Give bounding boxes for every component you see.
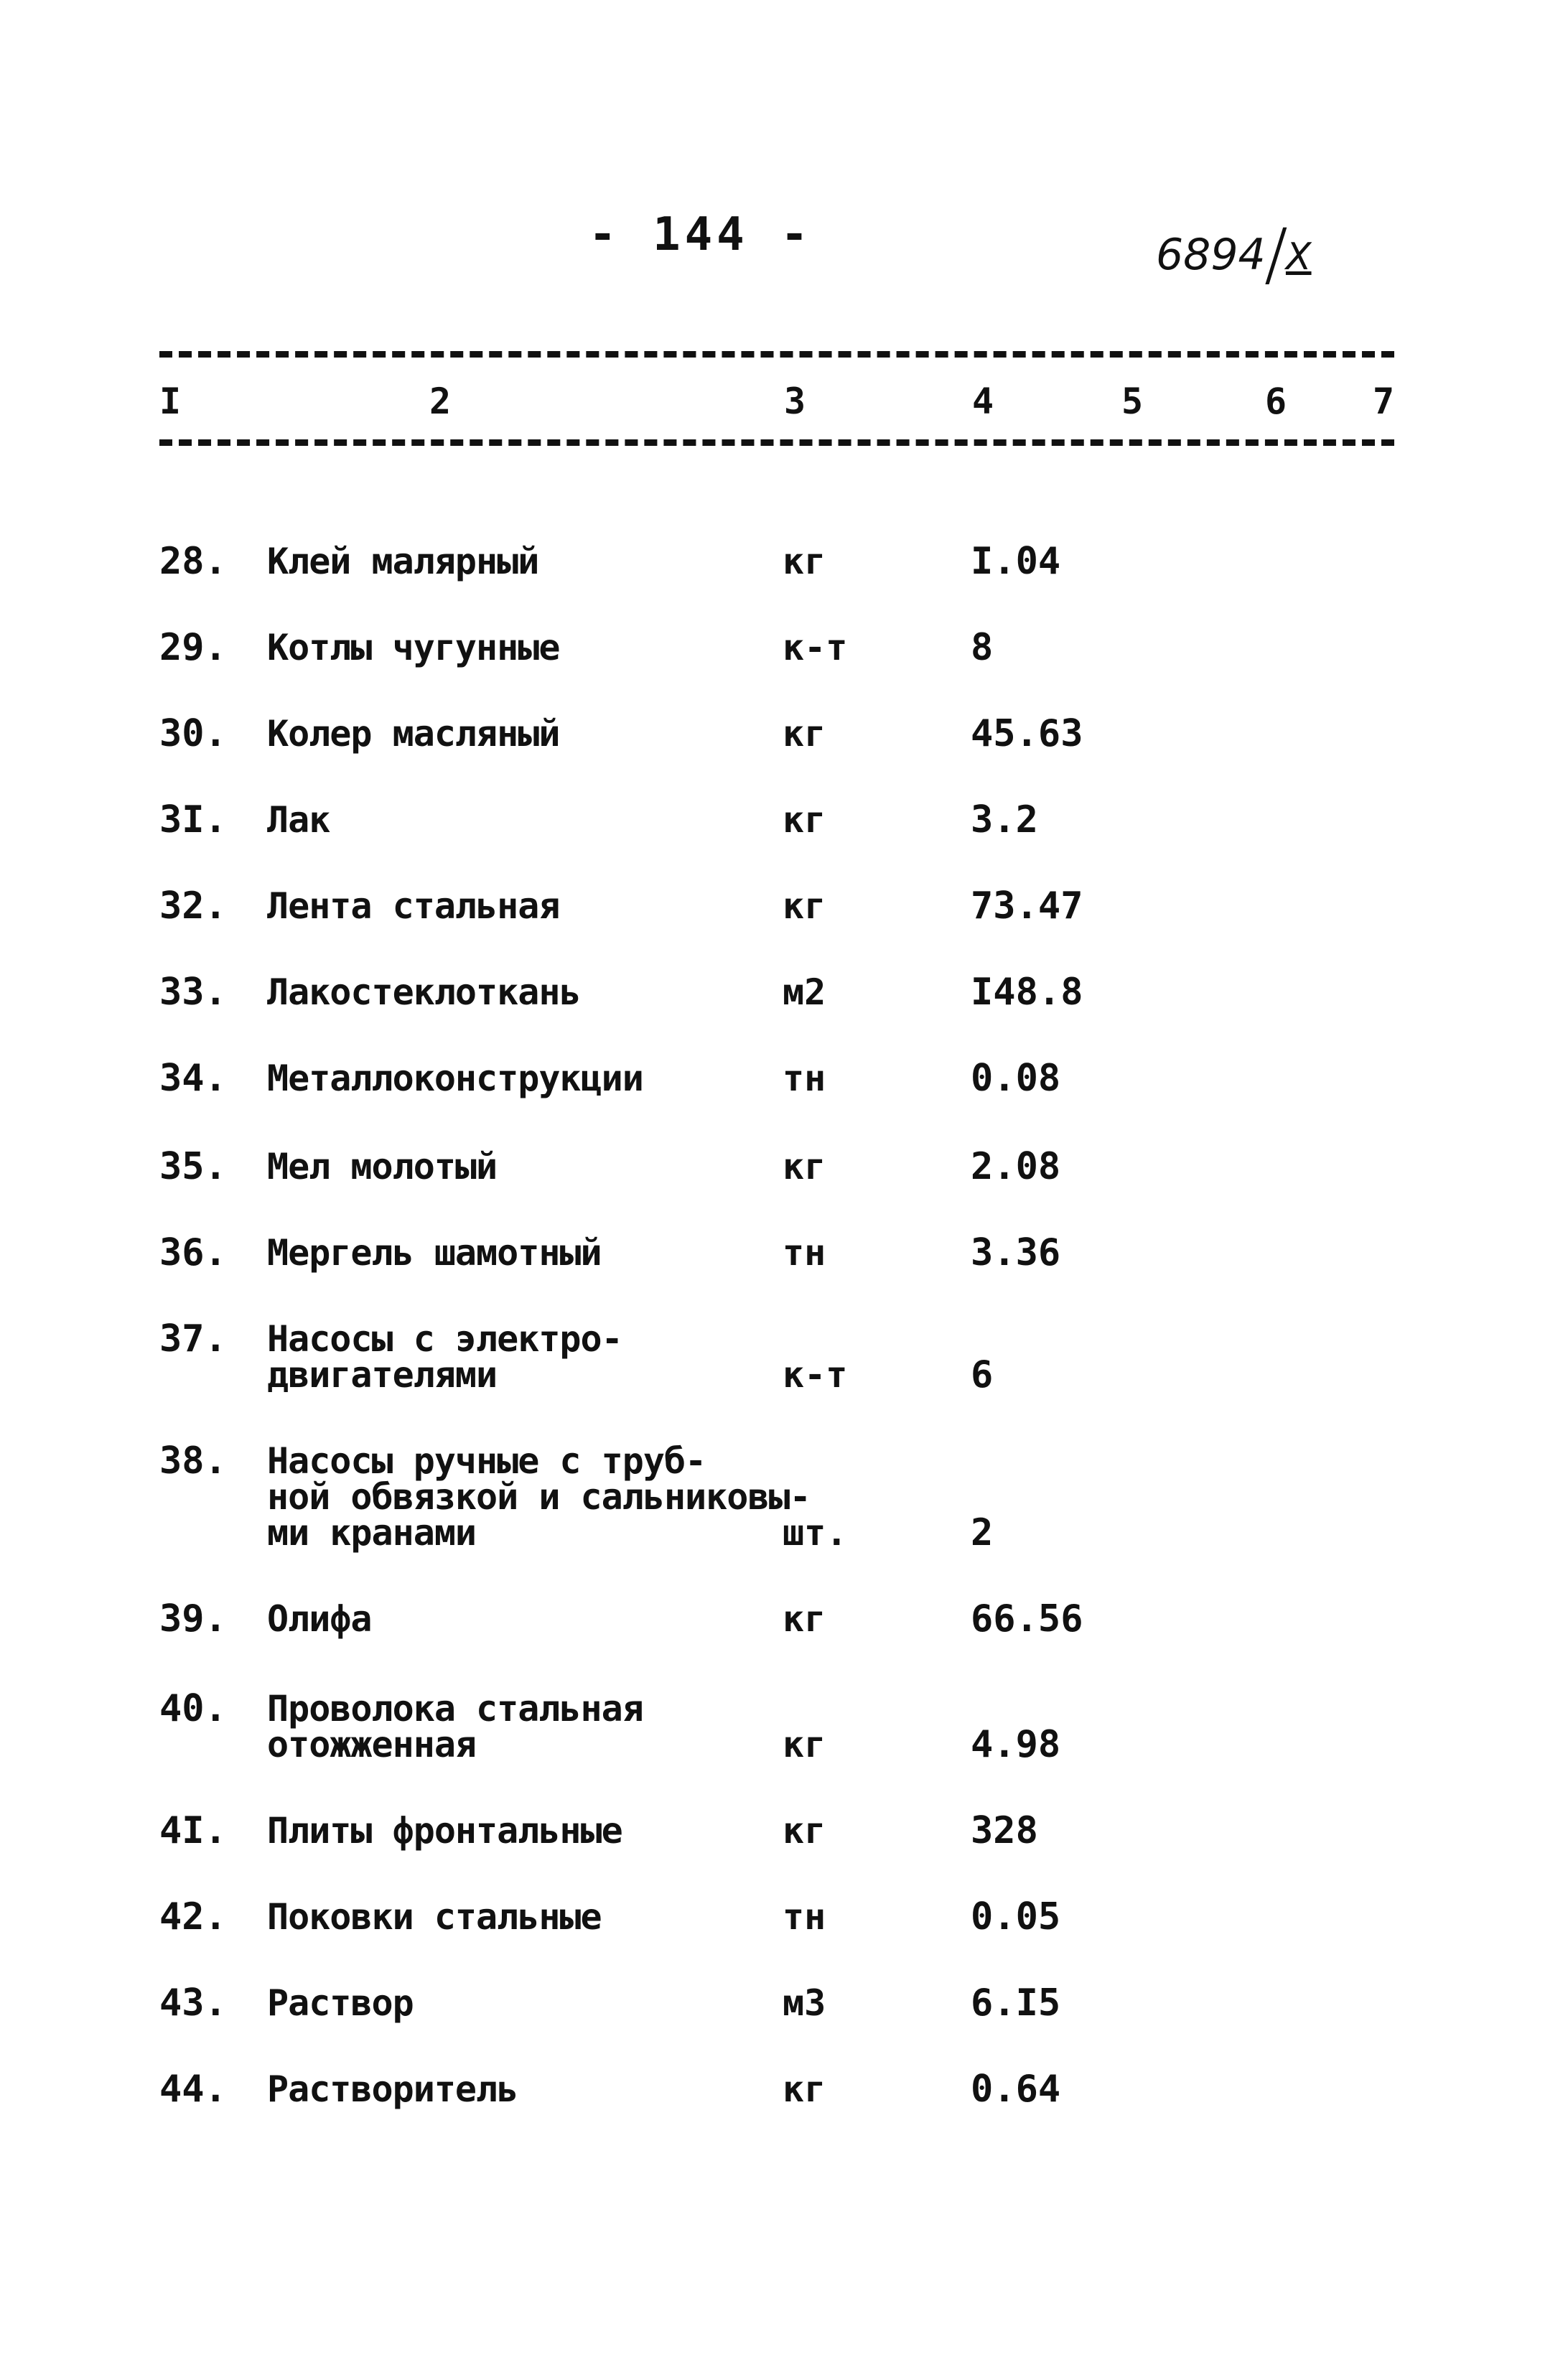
unit: кг bbox=[783, 541, 826, 582]
quantity: I48.8 bbox=[971, 971, 1083, 1014]
quantity: 6.I5 bbox=[971, 1982, 1061, 2025]
material-name: Клей малярный bbox=[267, 541, 539, 582]
row-number: 37. bbox=[159, 1317, 227, 1360]
unit: м2 bbox=[783, 971, 826, 1013]
material-name: Олифа bbox=[267, 1598, 372, 1640]
quantity: 328 bbox=[971, 1809, 1038, 1852]
material-name: Лакостеклоткань bbox=[267, 971, 581, 1013]
material-name: Котлы чугунные bbox=[267, 627, 560, 668]
unit: шт. bbox=[783, 1512, 848, 1554]
material-name: Насосы ручные с труб- ной обвязкой и сальниковы- ми кранами bbox=[267, 1440, 811, 1554]
row-number: 35. bbox=[159, 1145, 227, 1188]
row-number: 28. bbox=[159, 540, 227, 583]
column-header-6: 6 bbox=[1265, 381, 1287, 422]
material-name: Поковки стальные bbox=[267, 1896, 602, 1938]
quantity: 66.56 bbox=[971, 1597, 1083, 1640]
row-number: 3I. bbox=[159, 798, 227, 841]
row-number: 34. bbox=[159, 1057, 227, 1100]
column-header-4: 4 bbox=[972, 381, 994, 422]
material-name: Плиты фронтальные bbox=[267, 1810, 622, 1852]
row-number: 38. bbox=[159, 1439, 227, 1483]
row-number: 39. bbox=[159, 1597, 227, 1640]
quantity: 0.05 bbox=[971, 1895, 1061, 1938]
document-code-main: 6894 bbox=[1156, 230, 1266, 280]
unit: к-т bbox=[783, 1354, 848, 1396]
material-name: Колер масляный bbox=[267, 713, 560, 755]
quantity: 73.47 bbox=[971, 885, 1083, 928]
quantity: 2 bbox=[971, 1511, 994, 1554]
unit: м3 bbox=[783, 1982, 826, 2024]
quantity: 4.98 bbox=[971, 1723, 1061, 1766]
material-name: Лак bbox=[267, 799, 330, 841]
quantity: 8 bbox=[971, 626, 994, 669]
unit: кг bbox=[783, 1810, 826, 1852]
row-number: 40. bbox=[159, 1687, 227, 1730]
column-header-3: 3 bbox=[784, 381, 806, 422]
row-number: 29. bbox=[159, 626, 227, 669]
material-name: Металлоконструкции bbox=[267, 1058, 643, 1099]
unit: кг bbox=[783, 2068, 826, 2110]
column-header-1: I bbox=[159, 381, 182, 422]
material-name: Мел молотый bbox=[267, 1146, 498, 1187]
unit: кг bbox=[783, 1598, 826, 1640]
column-header-2: 2 bbox=[429, 381, 452, 422]
column-header-7: 7 bbox=[1373, 381, 1395, 422]
unit: кг bbox=[783, 885, 826, 927]
material-name: Проволока стальная отожженная bbox=[267, 1688, 643, 1765]
unit: кг bbox=[783, 799, 826, 841]
material-name: Раствор bbox=[267, 1982, 414, 2024]
material-name: Насосы с электро- двигателями bbox=[267, 1318, 622, 1396]
quantity: 2.08 bbox=[971, 1145, 1061, 1188]
page-number: - 144 - bbox=[589, 208, 813, 261]
material-name: Мергель шамотный bbox=[267, 1232, 602, 1274]
material-name: Растворитель bbox=[267, 2068, 518, 2110]
unit: тн bbox=[783, 1232, 826, 1274]
quantity: 0.08 bbox=[971, 1057, 1061, 1100]
unit: кг bbox=[783, 1724, 826, 1765]
quantity: 45.63 bbox=[971, 712, 1083, 755]
header-rule-bottom bbox=[159, 439, 1394, 446]
row-number: 4I. bbox=[159, 1809, 227, 1852]
row-number: 44. bbox=[159, 2068, 227, 2111]
header-rule-top bbox=[159, 351, 1394, 358]
document-code: 6894/X bbox=[1156, 215, 1312, 295]
row-number: 33. bbox=[159, 971, 227, 1014]
row-number: 32. bbox=[159, 885, 227, 928]
material-name: Лента стальная bbox=[267, 885, 560, 927]
row-number: 30. bbox=[159, 712, 227, 755]
column-header-5: 5 bbox=[1121, 381, 1144, 422]
unit: кг bbox=[783, 1146, 826, 1187]
unit: тн bbox=[783, 1896, 826, 1938]
row-number: 43. bbox=[159, 1982, 227, 2025]
unit: тн bbox=[783, 1058, 826, 1099]
row-number: 36. bbox=[159, 1231, 227, 1274]
quantity: 3.36 bbox=[971, 1231, 1061, 1274]
row-number: 42. bbox=[159, 1895, 227, 1938]
quantity: 0.64 bbox=[971, 2068, 1061, 2111]
quantity: 3.2 bbox=[971, 798, 1038, 841]
unit: кг bbox=[783, 713, 826, 755]
document-code-suffix: X bbox=[1285, 235, 1312, 279]
quantity: I.04 bbox=[971, 540, 1061, 583]
unit: к-т bbox=[783, 627, 848, 668]
quantity: 6 bbox=[971, 1353, 994, 1396]
